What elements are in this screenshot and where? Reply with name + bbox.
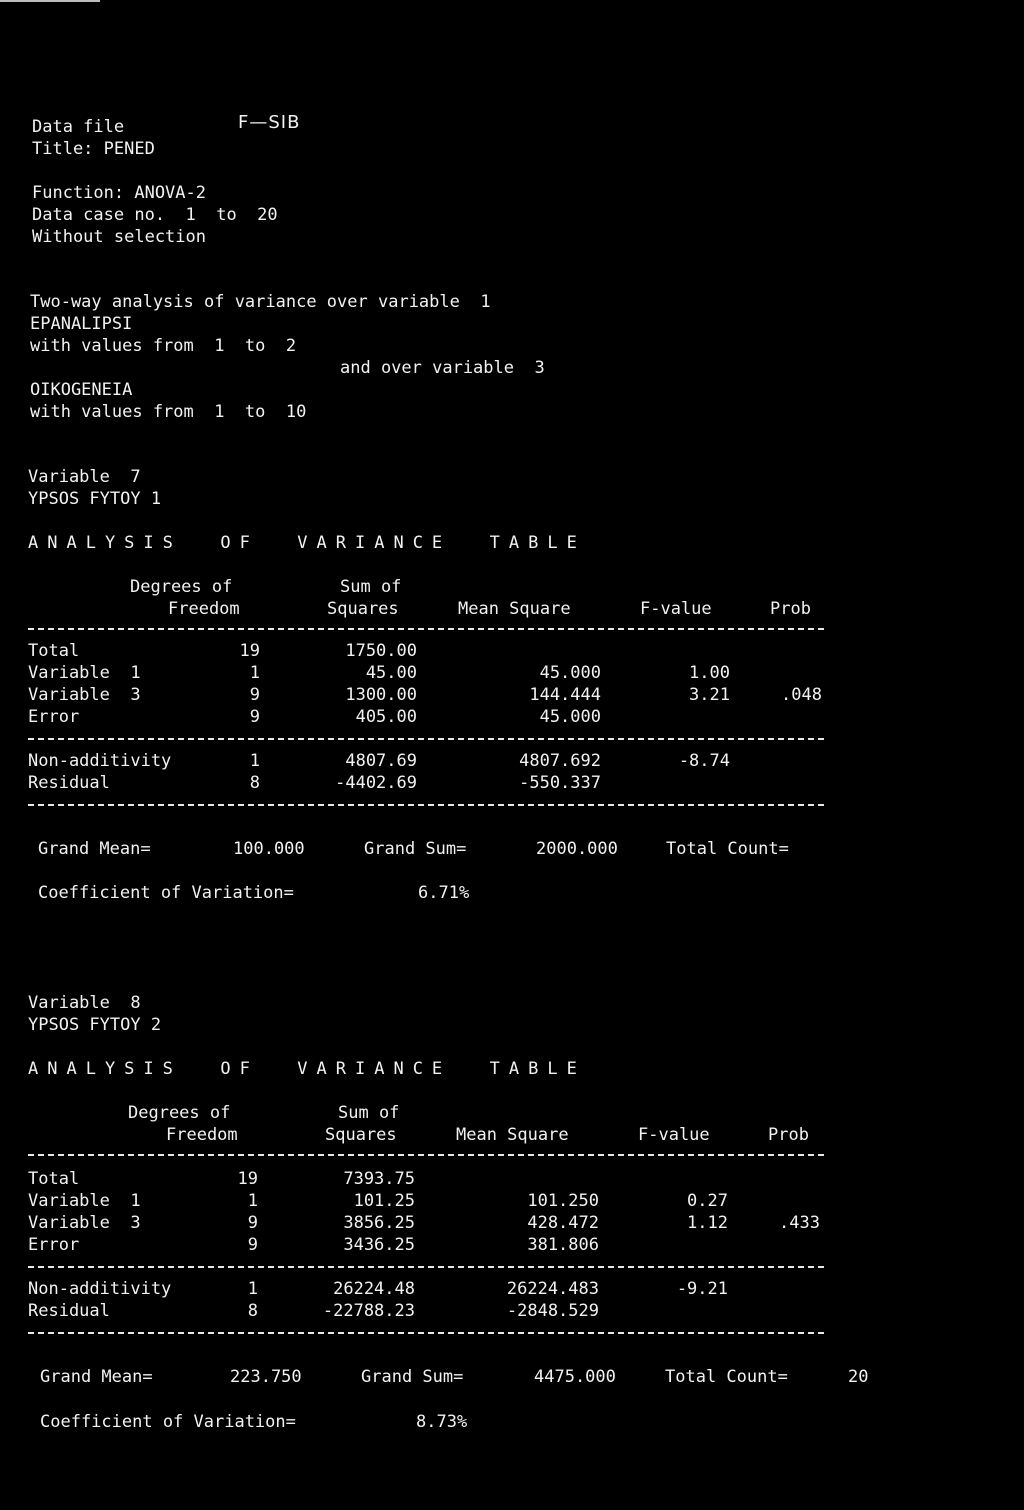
grand-sum-value: 4475.000: [534, 1367, 616, 1387]
ss-cell: 1750.00: [345, 641, 417, 661]
col-header-ms: Mean Square: [458, 599, 571, 619]
total-count-label: Total Count=: [666, 839, 789, 859]
case-range-line: Data case no. 1 to 20: [32, 205, 278, 225]
ms-cell: 4807.692: [519, 751, 601, 771]
ss-cell: 45.00: [365, 663, 417, 683]
factor-1-range: with values from 1 to 2: [30, 336, 297, 356]
anova-table-title: ANALYSIS OF VARIANCE TABLE: [28, 1059, 586, 1079]
prob-cell: .048: [781, 685, 822, 705]
top-edge-line: [0, 0, 100, 2]
grand-mean-value: 223.750: [230, 1367, 302, 1387]
data-file-name: F—SIB: [238, 112, 301, 133]
row-label: Error: [28, 707, 80, 727]
variable-heading: Variable 8: [28, 993, 141, 1013]
factor-2-name: OIKOGENEIA: [30, 380, 133, 400]
selection-line: Without selection: [32, 227, 206, 247]
ms-cell: 101.250: [527, 1191, 599, 1211]
row-label: Non-additivity: [28, 1279, 172, 1299]
cv-label: Coefficient of Variation=: [38, 883, 294, 903]
row-label: Non-additivity: [28, 751, 172, 771]
ss-cell: 4807.69: [345, 751, 417, 771]
cv-value: 6.71%: [418, 883, 470, 903]
ss-cell: 3856.25: [343, 1213, 415, 1233]
data-file-label: Data file: [32, 117, 125, 137]
factor-1-name: EPANALIPSI: [30, 314, 133, 334]
grand-mean-label: Grand Mean=: [40, 1367, 153, 1387]
ss-cell: 405.00: [355, 707, 417, 727]
cv-value: 8.73%: [416, 1412, 468, 1432]
grand-sum-value: 2000.000: [536, 839, 618, 859]
col-header-f: F-value: [640, 599, 712, 619]
row-label: Total: [28, 1169, 80, 1189]
total-count-value: 20: [848, 1367, 869, 1387]
row-label: Variable 1: [28, 663, 141, 683]
col-header-prob: Prob: [768, 1125, 809, 1145]
col-header-ss-top: Sum of: [338, 1103, 400, 1123]
table-divider: [28, 628, 824, 630]
col-header-df-top: Degrees of: [130, 577, 233, 597]
table-divider: [28, 1266, 824, 1268]
f-cell: -8.74: [678, 751, 730, 771]
ss-cell: -22788.23: [322, 1301, 415, 1321]
grand-mean-label: Grand Mean=: [38, 839, 151, 859]
ss-cell: 3436.25: [343, 1235, 415, 1255]
row-label: Variable 1: [28, 1191, 141, 1211]
ms-cell: 144.444: [529, 685, 601, 705]
variable-heading: Variable 7: [28, 467, 141, 487]
col-header-ss-top: Sum of: [340, 577, 402, 597]
ss-cell: 7393.75: [343, 1169, 415, 1189]
variable-name: YPSOS FYTOY 1: [28, 489, 162, 509]
grand-sum-label: Grand Sum=: [364, 839, 467, 859]
table-divider: [28, 738, 824, 740]
df-cell: 1: [249, 663, 260, 683]
analysis-description-line: Two-way analysis of variance over variable 1: [30, 292, 491, 312]
row-label: Total: [28, 641, 80, 661]
anova-table-title: ANALYSIS OF VARIANCE TABLE: [28, 533, 586, 553]
df-cell: 1: [247, 1279, 258, 1299]
cv-label: Coefficient of Variation=: [40, 1412, 296, 1432]
df-cell: 9: [249, 707, 260, 727]
row-label: Variable 3: [28, 685, 141, 705]
prob-cell: .433: [779, 1213, 820, 1233]
ms-cell: 381.806: [527, 1235, 599, 1255]
df-cell: 9: [247, 1213, 258, 1233]
col-header-prob: Prob: [770, 599, 811, 619]
col-header-ss: Squares: [325, 1125, 397, 1145]
col-header-df: Freedom: [166, 1125, 238, 1145]
table-divider: [28, 804, 824, 806]
ms-cell: 45.000: [539, 707, 601, 727]
f-cell: 0.27: [687, 1191, 728, 1211]
ss-cell: 101.25: [353, 1191, 415, 1211]
col-header-df: Freedom: [168, 599, 240, 619]
col-header-df-top: Degrees of: [128, 1103, 231, 1123]
col-header-ss: Squares: [327, 599, 399, 619]
df-cell: 19: [239, 641, 260, 661]
df-cell: 9: [249, 685, 260, 705]
ms-cell: 428.472: [527, 1213, 599, 1233]
function-line: Function: ANOVA-2: [32, 183, 206, 203]
ss-cell: 1300.00: [345, 685, 417, 705]
ms-cell: -2848.529: [506, 1301, 599, 1321]
df-cell: 1: [249, 751, 260, 771]
df-cell: 1: [247, 1191, 258, 1211]
f-cell: -9.21: [676, 1279, 728, 1299]
variable-name: YPSOS FYTOY 2: [28, 1015, 162, 1035]
grand-mean-value: 100.000: [233, 839, 305, 859]
f-cell: 1.00: [689, 663, 730, 683]
grand-sum-label: Grand Sum=: [361, 1367, 464, 1387]
df-cell: 8: [247, 1301, 258, 1321]
factor-2-range: with values from 1 to 10: [30, 402, 307, 422]
ms-cell: 45.000: [539, 663, 601, 683]
df-cell: 9: [247, 1235, 258, 1255]
ss-cell: 26224.48: [333, 1279, 415, 1299]
total-count-label: Total Count=: [665, 1367, 788, 1387]
ss-cell: -4402.69: [335, 773, 417, 793]
col-header-ms: Mean Square: [456, 1125, 569, 1145]
ms-cell: 26224.483: [506, 1279, 599, 1299]
ms-cell: -550.337: [519, 773, 601, 793]
f-cell: 1.12: [687, 1213, 728, 1233]
df-cell: 19: [237, 1169, 258, 1189]
title-line: Title: PENED: [32, 139, 155, 159]
table-divider: [28, 1332, 824, 1334]
row-label: Residual: [28, 773, 110, 793]
col-header-f: F-value: [638, 1125, 710, 1145]
row-label: Variable 3: [28, 1213, 141, 1233]
second-factor-line: and over variable 3: [340, 358, 545, 378]
df-cell: 8: [249, 773, 260, 793]
row-label: Residual: [28, 1301, 110, 1321]
table-divider: [28, 1154, 824, 1156]
row-label: Error: [28, 1235, 80, 1255]
f-cell: 3.21: [689, 685, 730, 705]
